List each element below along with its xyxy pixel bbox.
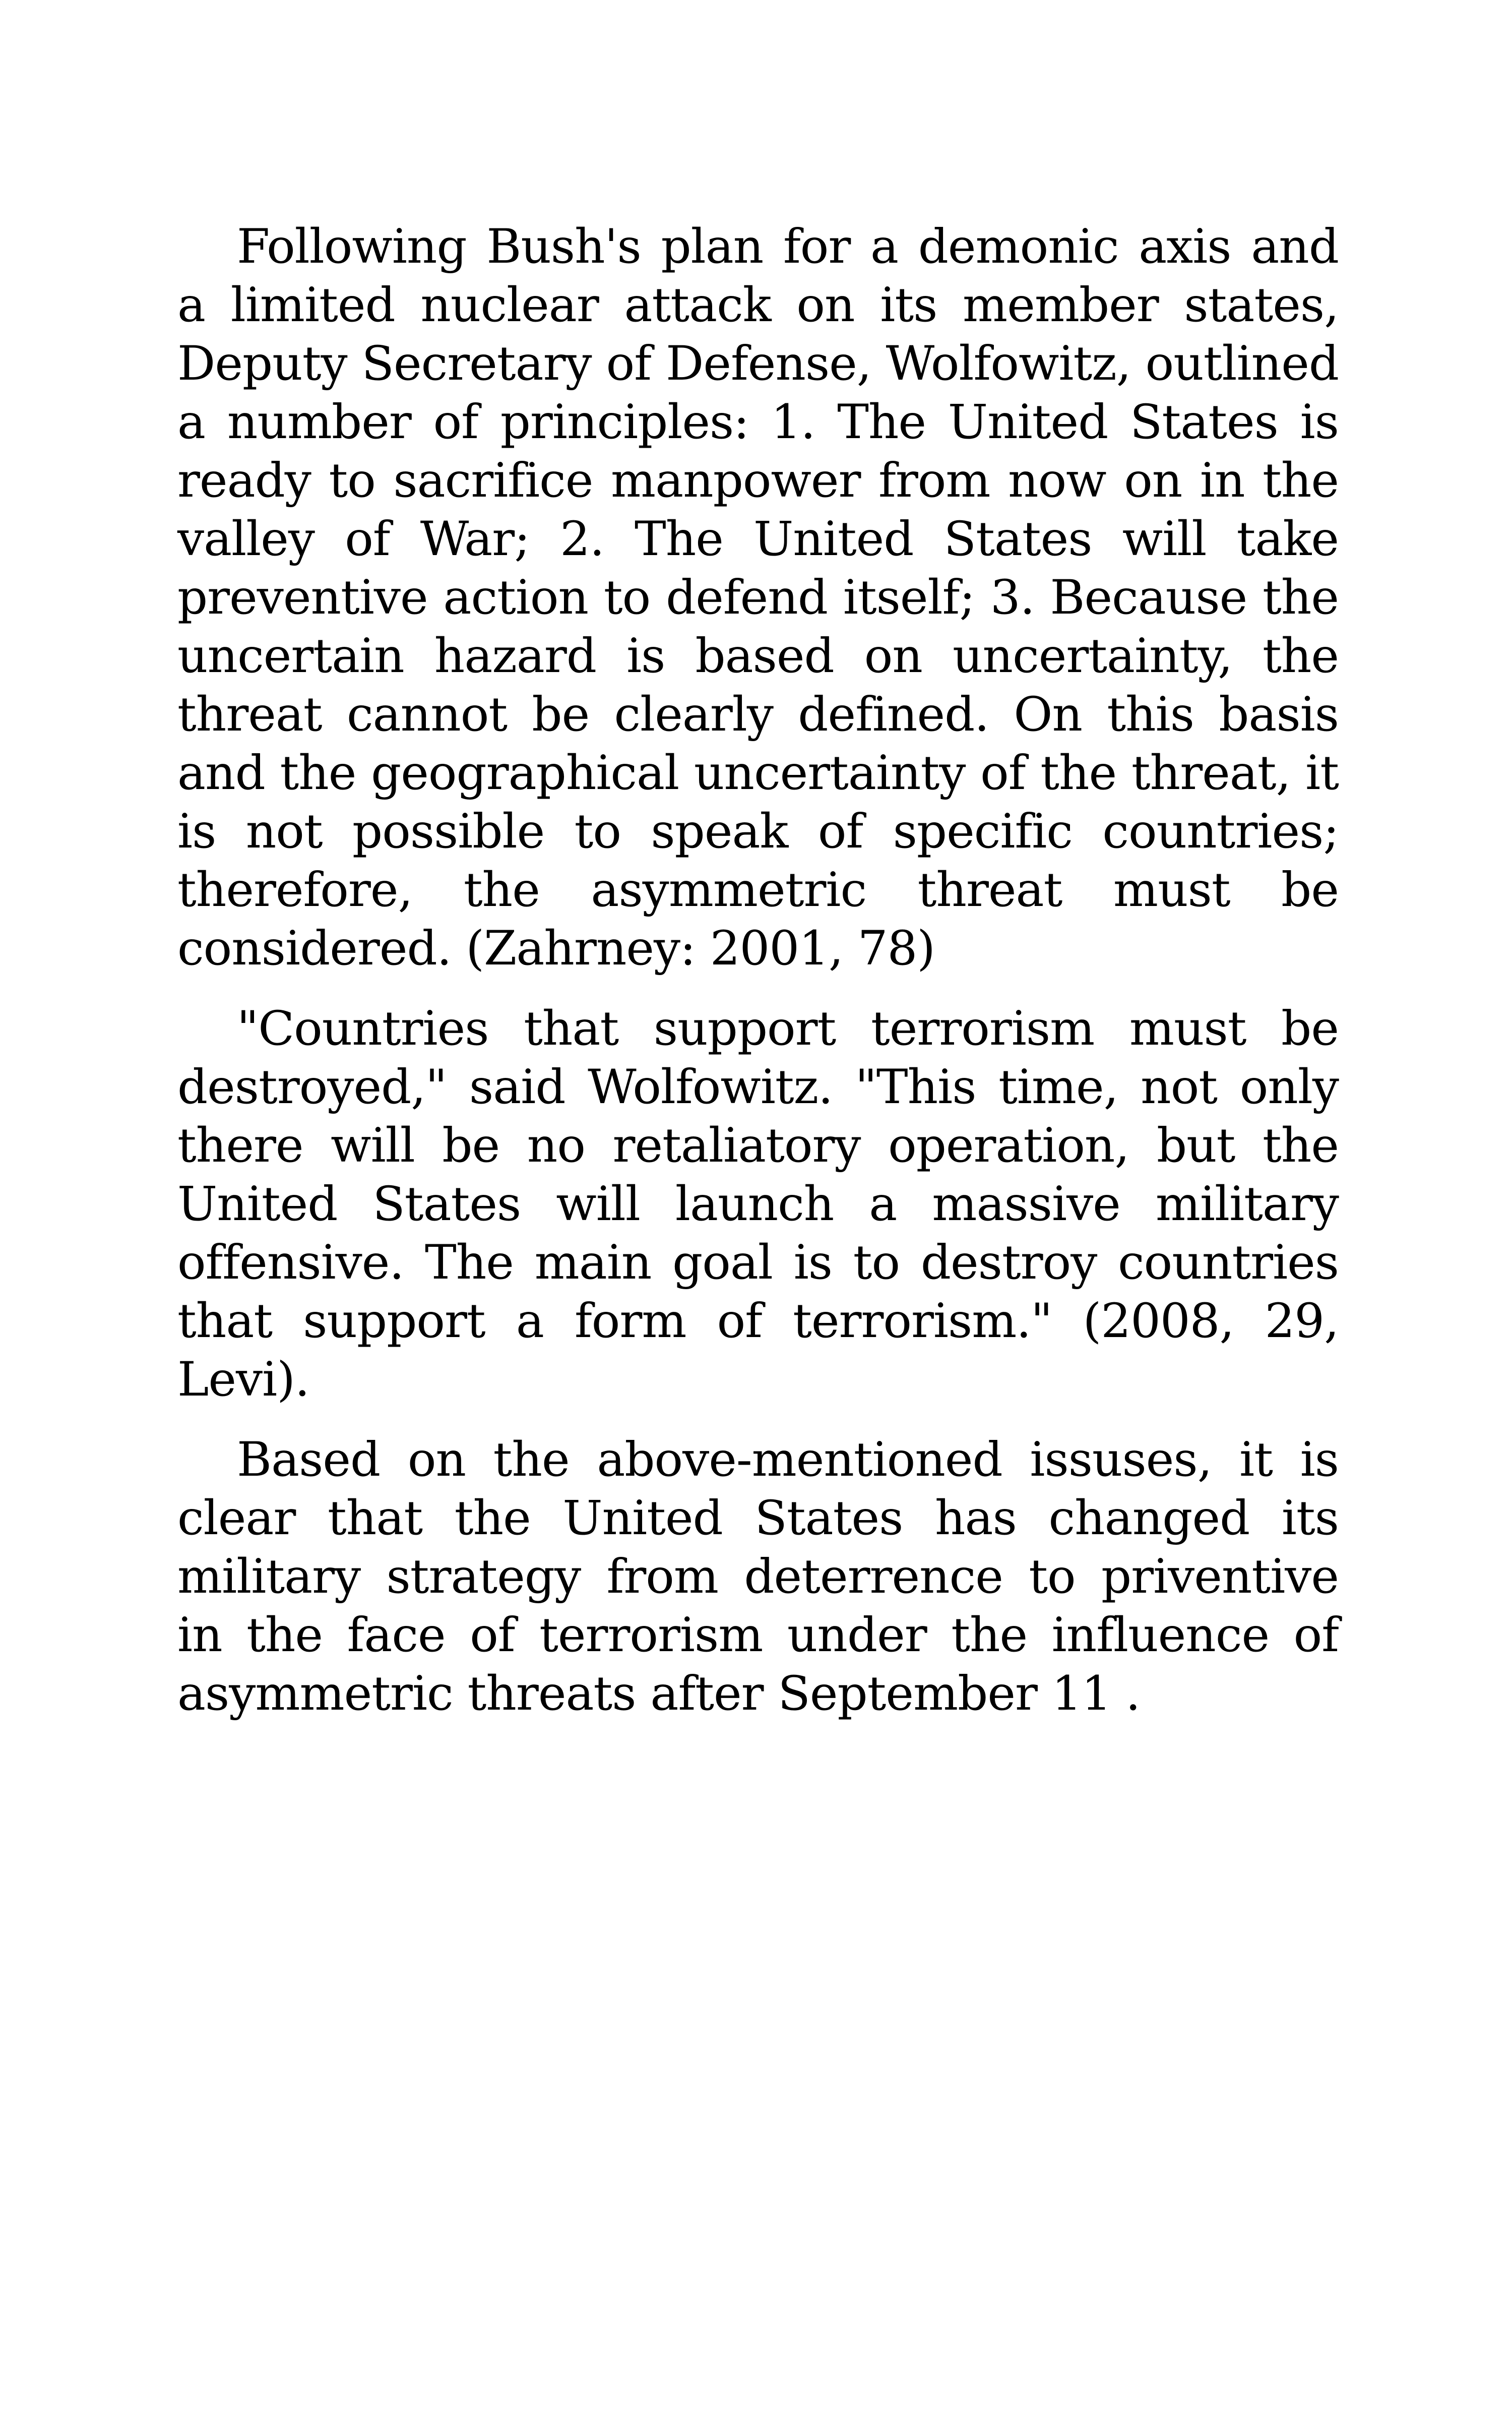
- paragraph-conclusion: Based on the above-mentioned issuses, it is clear that the United States has changed its military strategy from deterrence to priventive in the face of terrorism under the influence of asymmetric threats after September 11 .: [177, 1432, 1339, 1721]
- body-text: [177, 218, 1339, 1745]
- paragraph-wolfowitz-quote: "Countries that support terrorism must be destroyed," said Wolfowitz. "This time, not only there will be no retaliatory operation, but the United States will launch a massive military offensive. The main goal is to destroy countries that support a form of terrorism." (2008, 29, Levi).: [177, 1001, 1339, 1407]
- paragraph-principles: Following Bush's plan for a demonic axis and a limited nuclear attack on its member states, Deputy Secretary of Defense, Wolfowitz, outlined a number of principles: 1. The United States is ready to sacrifice manpower from now on in the valley of War; 2. The United States will take preventive action to defend itself; 3. Because the uncertain hazard is based on uncertainty, the threat cannot be clearly defined. On this basis and the geographical uncertainty of the threat, it is not possible to speak of specific countries; therefore, the asymmetric threat must be considered. (Zahrney: 2001, 78): [177, 219, 1339, 976]
